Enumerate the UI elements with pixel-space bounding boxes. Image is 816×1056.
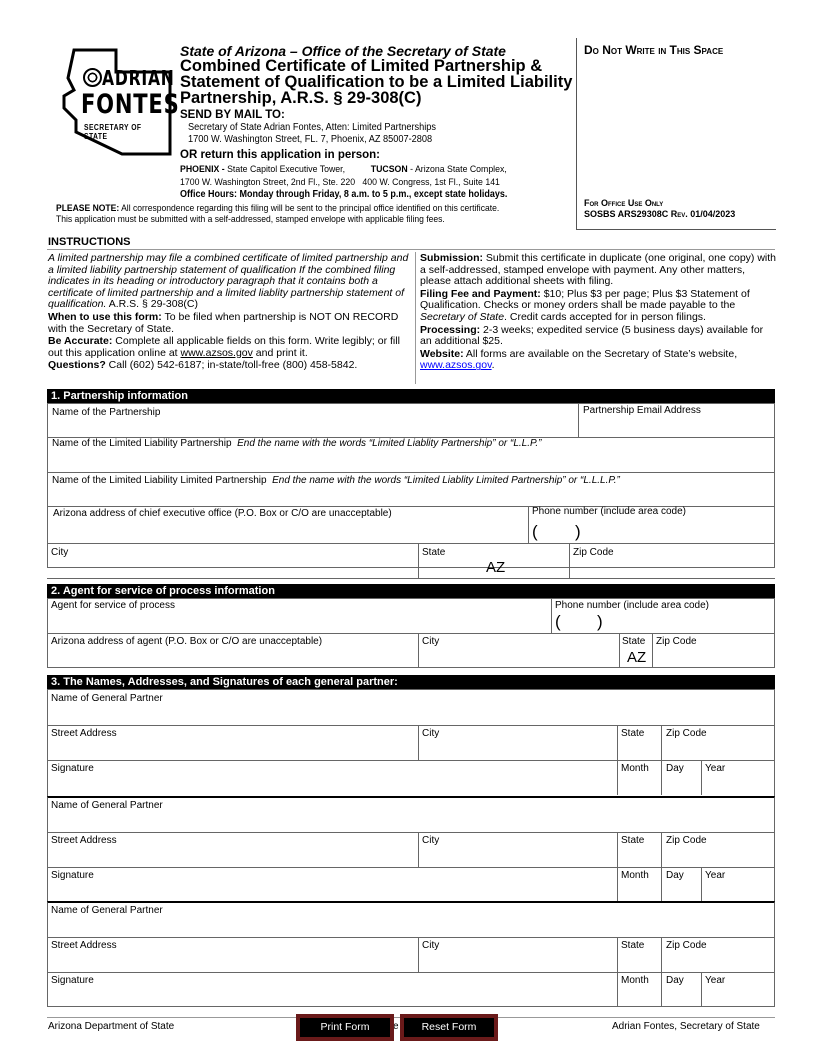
- instructions-left-column: [48, 253, 411, 373]
- divider: [47, 725, 775, 726]
- divider: [47, 472, 775, 473]
- fee-text-end: . Credit cards accepted for in person filings.: [504, 310, 706, 323]
- partner-state-input[interactable]: [621, 741, 657, 757]
- partner-month-input[interactable]: [621, 776, 657, 792]
- partner-month-input[interactable]: [621, 988, 657, 1004]
- partner-name-label: Name of General Partner: [51, 800, 163, 811]
- divider: [701, 972, 702, 1007]
- divider: [47, 633, 775, 634]
- partner-city-label: City: [422, 835, 440, 846]
- azsos-link[interactable]: www.azsos.gov: [180, 346, 253, 359]
- agent-address-label: Arizona address of agent (P.O. Box or C/O are unacceptable): [51, 636, 323, 647]
- partner-street-input[interactable]: [51, 848, 413, 864]
- divider: [47, 543, 775, 544]
- llp-name-label: [52, 438, 542, 449]
- partner-year-input[interactable]: [705, 883, 770, 899]
- mailing-address-line1: Secretary of State Adrian Fontes, Atten: Limited Partnerships: [188, 122, 437, 133]
- agent-area-code-input[interactable]: [563, 614, 595, 630]
- partner-day-label: Day: [666, 975, 684, 986]
- divider: [551, 598, 552, 633]
- partner-signature-input[interactable]: [51, 883, 611, 899]
- fee-payee: Secretary of State: [420, 310, 505, 323]
- section3-heading: 3. The Names, Addresses, and Signatures of each general partner:: [47, 675, 775, 689]
- office-hours: Office Hours: Monday through Friday, 8 a.m. to 5 p.m., except state holidays.: [180, 189, 508, 200]
- form-revision-id: SOSBS ARS29308C Rev. 01/04/2023: [584, 209, 736, 219]
- agent-zip-label: Zip Code: [656, 636, 697, 647]
- fee-text: $10; Plus $3 per page; Plus $3 Statement of Qualification. Checks or money orders shall be made payable to the: [420, 287, 750, 312]
- llp-hint: End the name with the words “Limited Liablity Partnership” or “L.L.P.”: [237, 438, 542, 449]
- partner-city-input[interactable]: [422, 741, 612, 757]
- partner-state-label: State: [621, 835, 645, 846]
- partner-signature-input[interactable]: [51, 988, 611, 1004]
- lllp-name-label: [52, 475, 620, 486]
- lllp-hint: End the name with the words “Limited Liablity Limited Partnership” or “L.L.L.P.”: [272, 475, 620, 486]
- section2-heading: 2. Agent for service of process information: [47, 584, 775, 598]
- form-title: Combined Certificate of Limited Partnership & Statement of Qualification to be a Limited Liability Partnership, A.R.S. § 29-308(C): [180, 57, 573, 107]
- divider: [661, 937, 662, 1007]
- partner-state-input[interactable]: [621, 953, 657, 969]
- partner-signature-label: Signature: [51, 763, 94, 774]
- partner-signature-input[interactable]: [51, 776, 611, 792]
- mailing-address: [188, 122, 436, 146]
- logo-first-name: ADRIAN: [102, 66, 175, 90]
- divider: [418, 725, 419, 760]
- when-label: When to use this form:: [48, 310, 162, 323]
- secretary-of-state-logo: [58, 46, 178, 156]
- partner-day-input[interactable]: [666, 776, 698, 792]
- partner-day-input[interactable]: [666, 988, 698, 1004]
- partner-signature-label: Signature: [51, 975, 94, 986]
- partner-day-label: Day: [666, 763, 684, 774]
- tucson-line1: - Arizona State Complex,: [407, 164, 507, 175]
- logo-subtitle: SECRETARY OF STATE: [84, 123, 142, 141]
- when-text: To be filed when partnership is NOT ON RECORD with the Secretary of State.: [48, 310, 399, 335]
- agent-name-input[interactable]: [51, 614, 546, 631]
- divider: [661, 832, 662, 902]
- partner-zip-label: Zip Code: [666, 728, 707, 739]
- agent-zip-input[interactable]: [656, 650, 770, 666]
- phone-paren-close: ): [575, 522, 581, 541]
- agency-name: State of Arizona – Office of the Secretary of State: [180, 43, 506, 59]
- divider: [47, 972, 775, 973]
- partner-name-input[interactable]: [51, 918, 769, 935]
- partner-month-label: Month: [621, 763, 649, 774]
- office-phone-label: Phone number (include area code): [532, 506, 686, 517]
- partner-state-label: State: [621, 728, 645, 739]
- questions-text: Call (602) 542-6187; in-state/toll-free (800) 458-5842.: [105, 359, 358, 372]
- divider: [619, 633, 620, 668]
- agent-phone-label: Phone number (include area code): [555, 600, 709, 611]
- lllp-label-text: Name of the Limited Liability Limited Partnership: [52, 475, 267, 486]
- note-line2: This application must be submitted with a self-addressed, stamped envelope with applicable filing fees.: [56, 214, 445, 225]
- partner-year-label: Year: [705, 975, 726, 986]
- partner-year-input[interactable]: [705, 776, 770, 792]
- website-label: Website:: [420, 347, 464, 360]
- partner-zip-label: Zip Code: [666, 835, 707, 846]
- tucson-line2: 400 W. Congress, 1st Fl., Suite 141: [362, 177, 500, 188]
- phoenix-line1: State Capitol Executive Tower,: [224, 164, 346, 175]
- office-address-label: Arizona address of chief executive office (P.O. Box or C/O are unacceptable): [53, 508, 392, 519]
- do-not-write-label: Do Not Write in This Space: [584, 43, 724, 57]
- partner-year-label: Year: [705, 870, 726, 881]
- website-text: All forms are available on the Secretary of State’s website,: [463, 347, 738, 360]
- partner-month-label: Month: [621, 975, 649, 986]
- processing-text: 2-3 weeks; expedited service (5 business days) available for an additional $25.: [420, 323, 764, 348]
- divider: [418, 543, 419, 579]
- agent-city-label: City: [422, 636, 440, 647]
- lllp-name-input[interactable]: [52, 488, 770, 504]
- agent-phone-input[interactable]: [607, 614, 770, 630]
- partner-year-label: Year: [705, 763, 726, 774]
- accurate-text: Complete all applicable fields on this form. Write legibly; or fill out this application online at: [48, 335, 400, 359]
- partner-city-label: City: [422, 728, 440, 739]
- instructions-heading: INSTRUCTIONS: [48, 236, 131, 248]
- partner-state-label: State: [621, 940, 645, 951]
- divider: [661, 725, 662, 795]
- partner-street-input[interactable]: [51, 953, 413, 969]
- instructions-divider: [47, 249, 775, 250]
- agent-name-label: Agent for service of process: [51, 600, 175, 611]
- send-by-mail-heading: SEND BY MAIL TO:: [180, 109, 285, 121]
- print-form-button[interactable]: Print Form: [297, 1015, 393, 1040]
- divider: [701, 867, 702, 902]
- website-link[interactable]: www.azsos.gov: [420, 359, 492, 372]
- partnership-name-label: Name of the Partnership: [52, 407, 161, 418]
- llp-label-text: Name of the Limited Liability Partnership: [52, 438, 232, 449]
- llp-name-input[interactable]: [52, 452, 770, 469]
- divider: [418, 832, 419, 867]
- partner-city-input[interactable]: [422, 953, 612, 969]
- questions-label: Questions?: [48, 359, 106, 372]
- intro-ref: A.R.S. § 29-308(C): [106, 298, 198, 311]
- tucson-label: TUCSON: [370, 164, 408, 175]
- divider: [47, 760, 775, 761]
- instructions-right-column: [420, 253, 776, 373]
- agent-address-input[interactable]: [51, 650, 413, 666]
- agent-state-label: State: [622, 636, 646, 647]
- state-value: AZ: [486, 559, 506, 576]
- office-area-code-input[interactable]: [540, 524, 572, 540]
- office-locations: [180, 163, 557, 189]
- submission-label: Submission:: [420, 252, 484, 264]
- partner-day-input[interactable]: [666, 883, 698, 899]
- office-use-label: [584, 198, 735, 220]
- accurate-text-end: and print it.: [252, 346, 308, 359]
- divider: [47, 578, 775, 579]
- footer-right: Adrian Fontes, Secretary of State: [612, 1021, 760, 1032]
- partner-month-input[interactable]: [621, 883, 657, 899]
- partnership-email-label: Partnership Email Address: [583, 405, 701, 416]
- fee-label: Filing Fee and Payment:: [420, 287, 541, 300]
- note-line1: All correspondence regarding this filing will be sent to the principal office identified on this certificate.: [119, 203, 500, 214]
- city-input[interactable]: [51, 560, 413, 576]
- agent-paren-close: ): [597, 612, 603, 631]
- office-phone-input[interactable]: [585, 524, 770, 540]
- partner-name-label: Name of General Partner: [51, 693, 163, 704]
- partner-street-input[interactable]: [51, 741, 413, 757]
- partnership-email-input[interactable]: [583, 419, 771, 435]
- partner-zip-input[interactable]: [666, 741, 770, 757]
- partner-name-input[interactable]: [51, 706, 769, 723]
- processing-label: Processing:: [420, 323, 481, 336]
- partner-zip-label: Zip Code: [666, 940, 707, 951]
- zip-input[interactable]: [574, 560, 770, 576]
- for-office-use-only: For Office Use Only: [584, 198, 664, 208]
- divider: [617, 937, 618, 1007]
- divider: [47, 867, 775, 868]
- partner-year-input[interactable]: [705, 988, 770, 1004]
- zip-label: Zip Code: [573, 547, 614, 558]
- state-seal-icon: [83, 68, 102, 87]
- intro-text: A limited partnership may file a combined certificate of limited partnership and a limited liability partnership statement of qualification If the combined filing indicates in its heading or introductory paragraph that it contains both a certificate of limited partnership and a limited liablity partnership statement of qualification.: [48, 252, 409, 311]
- phone-paren-open: (: [532, 522, 538, 541]
- in-person-heading: OR return this application in person:: [180, 149, 380, 161]
- partner-name-label: Name of General Partner: [51, 905, 163, 916]
- divider: [47, 832, 775, 833]
- divider: [418, 937, 419, 972]
- partner-signature-label: Signature: [51, 870, 94, 881]
- state-label: State: [422, 547, 446, 558]
- logo-last-name: FONTES: [81, 89, 180, 120]
- divider: [569, 543, 570, 579]
- partner-street-label: Street Address: [51, 728, 117, 739]
- mailing-address-line2: 1700 W. Washington Street, FL. 7, Phoenix, AZ 85007-2808: [188, 134, 433, 145]
- footer-left: Arizona Department of State: [48, 1021, 175, 1032]
- partner-city-input[interactable]: [422, 848, 612, 864]
- partner-zip-input[interactable]: [666, 953, 770, 969]
- instructions-column-divider: [415, 252, 416, 384]
- divider: [701, 760, 702, 795]
- agent-paren-open: (: [555, 612, 561, 631]
- partner-day-label: Day: [666, 870, 684, 881]
- agent-state-value: AZ: [627, 649, 647, 666]
- partner-zip-input[interactable]: [666, 848, 770, 864]
- section1-heading: 1. Partnership information: [47, 389, 775, 403]
- note-label: PLEASE NOTE:: [56, 203, 120, 214]
- divider: [617, 832, 618, 902]
- partner-month-label: Month: [621, 870, 649, 881]
- divider: [652, 633, 653, 668]
- phoenix-line2: 1700 W. Washington Street, 2nd Fl., Ste. 220: [180, 177, 356, 188]
- phoenix-label: PHOENIX -: [180, 164, 225, 175]
- agent-city-input[interactable]: [422, 650, 615, 666]
- partner-street-label: Street Address: [51, 835, 117, 846]
- partnership-name-input[interactable]: [52, 419, 572, 435]
- office-address-input[interactable]: [53, 522, 523, 540]
- divider: [578, 403, 579, 437]
- website-text-end: .: [491, 359, 495, 372]
- submission-text: Submit this certificate in duplicate (one original, one copy) with a self-addressed, stamped envelope with payment. Any other matters, please attach additional sheets with filing.: [420, 252, 776, 288]
- partner-street-label: Street Address: [51, 940, 117, 951]
- divider: [418, 633, 419, 668]
- divider: [47, 937, 775, 938]
- partner-name-input[interactable]: [51, 813, 769, 830]
- accurate-label: Be Accurate:: [48, 335, 113, 348]
- divider: [528, 506, 529, 543]
- please-note: [56, 203, 596, 225]
- partner-state-input[interactable]: [621, 848, 657, 864]
- reset-form-button[interactable]: Reset Form: [401, 1015, 497, 1040]
- divider: [617, 725, 618, 795]
- city-label: City: [51, 547, 69, 558]
- partner-city-label: City: [422, 940, 440, 951]
- footer-center-text: e: [393, 1021, 399, 1032]
